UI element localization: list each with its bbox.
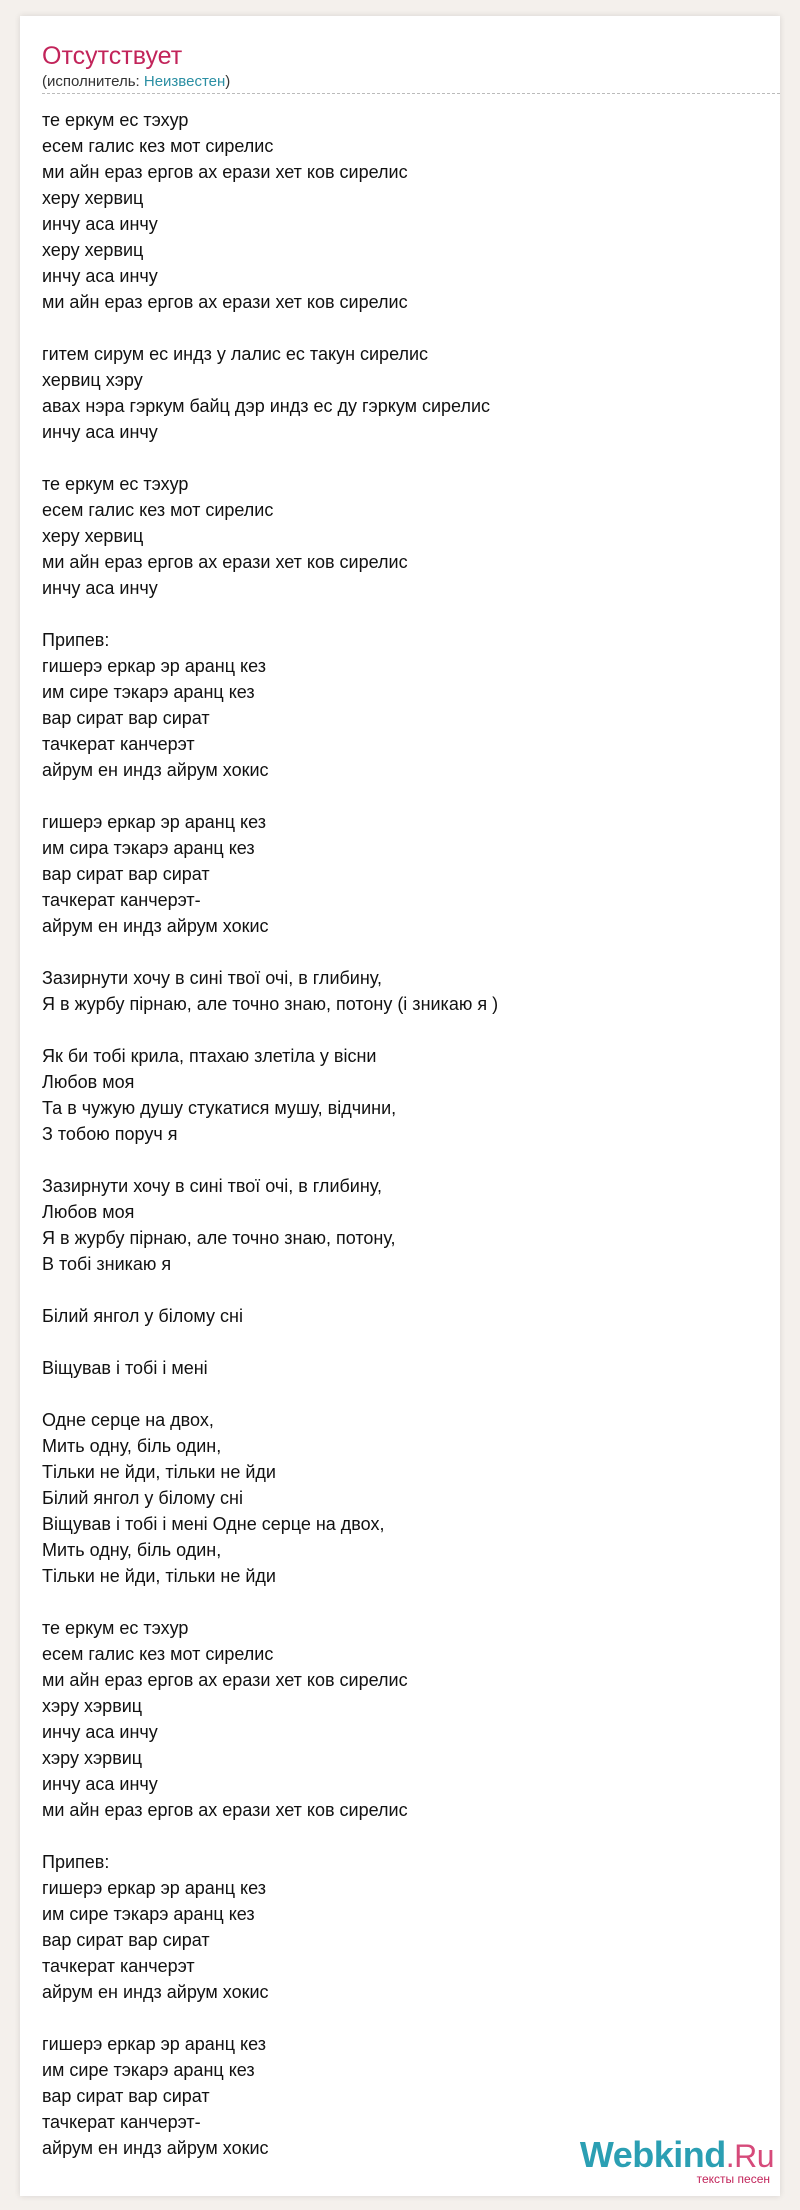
lyric-line: [42, 445, 772, 471]
lyric-line: инчу аса инчу: [42, 1722, 158, 1742]
lyric-line: Тільки не йди, тільки не йди: [42, 1462, 276, 1482]
lyric-line: айрум ен индз айрум хокис: [42, 1982, 269, 2002]
logo-tagline: тексты песен: [696, 2172, 770, 2186]
lyric-line: херу хервиц: [42, 188, 144, 208]
lyric-line: [42, 1277, 772, 1303]
lyrics-text: [42, 107, 772, 2161]
lyric-line: тачкерат канчерэт: [42, 1956, 195, 1976]
lyric-line: [42, 315, 772, 341]
lyric-line: Одне серце на двох,: [42, 1410, 214, 1430]
lyric-line: [42, 2005, 772, 2031]
lyric-line: Зазирнути хочу в сині твої очі, в глибину,: [42, 968, 382, 988]
lyric-line: З тобою поруч я: [42, 1124, 178, 1144]
lyric-line: тачкерат канчерэт-: [42, 2112, 201, 2132]
lyrics-page: [20, 16, 780, 2196]
lyric-line: те еркум ес тэхур: [42, 474, 189, 494]
lyric-line: хервиц хэру: [42, 370, 143, 390]
lyric-line: Мить одну, біль один,: [42, 1436, 222, 1456]
lyric-line: вар сират вар сират: [42, 1930, 210, 1950]
lyric-line: айрум ен индз айрум хокис: [42, 760, 269, 780]
lyric-line: вар сират вар сират: [42, 708, 210, 728]
lyric-line: гишерэ еркар эр аранц кез: [42, 1878, 267, 1898]
lyric-line: им сире тэкарэ аранц кез: [42, 682, 255, 702]
lyric-line: [42, 783, 772, 809]
lyric-line: ми айн ераз ергов ах ерази хет ков сирелис: [42, 162, 408, 182]
lyric-line: Любов моя: [42, 1072, 135, 1092]
lyric-line: авах нэра гэркум байц дэр индз ес ду гэркум сирелис: [42, 396, 491, 416]
lyric-line: Та в чужую душу стукатися мушу, відчини,: [42, 1098, 397, 1118]
lyric-line: те еркум ес тэхур: [42, 110, 189, 130]
artist-line: [42, 73, 230, 90]
lyric-line: [42, 1017, 772, 1043]
artist-link[interactable]: Неизвестен: [143, 73, 226, 90]
lyric-line: айрум ен индз айрум хокис: [42, 916, 269, 936]
lyric-line: Любов моя: [42, 1202, 135, 1222]
lyric-line: хэру хэрвиц: [42, 1748, 143, 1768]
lyric-line: есем галис кез мот сирелис: [42, 136, 274, 156]
lyric-line: Я в журбу пірнаю, але точно знаю, потону (і зникаю я ): [42, 994, 499, 1014]
lyric-line: [42, 601, 772, 627]
lyric-line: Тільки не йди, тільки не йди: [42, 1566, 276, 1586]
lyric-line: ми айн ераз ергов ах ерази хет ков сирелис: [42, 552, 408, 572]
lyric-line: Як би тобі крила, птахаю злетіла у вісни: [42, 1046, 377, 1066]
lyric-line: [42, 1147, 772, 1173]
artist-suffix: ): [225, 73, 231, 90]
lyric-line: [42, 1381, 772, 1407]
lyric-line: хэру хэрвиц: [42, 1696, 143, 1716]
lyric-line: гитем сирум ес индз у лалис ес такун сирелис: [42, 344, 429, 364]
lyric-line: гишерэ еркар эр аранц кез: [42, 656, 267, 676]
lyric-line: им сира тэкарэ аранц кез: [42, 838, 255, 858]
site-logo[interactable]: [579, 2134, 774, 2186]
lyric-line: [42, 1589, 772, 1615]
lyric-line: ми айн ераз ергов ах ерази хет ков сирелис: [42, 1670, 408, 1690]
artist-prefix: (исполнитель:: [42, 73, 144, 90]
lyric-line: инчу аса инчу: [42, 422, 158, 442]
lyric-line: есем галис кез мот сирелис: [42, 1644, 274, 1664]
lyric-line: айрум ен индз айрум хокис: [42, 2138, 269, 2158]
logo-tld: .Ru: [725, 2138, 774, 2174]
logo-wordmark: [580, 2134, 774, 2176]
lyric-line: инчу аса инчу: [42, 266, 158, 286]
lyric-line: Зазирнути хочу в сині твої очі, в глибину,: [42, 1176, 382, 1196]
lyric-line: [42, 1329, 772, 1355]
lyric-line: инчу аса инчу: [42, 1774, 158, 1794]
lyric-line: В тобі зникаю я: [42, 1254, 172, 1274]
song-title: Отсутствует: [42, 42, 183, 70]
lyric-line: им сире тэкарэ аранц кез: [42, 1904, 255, 1924]
lyric-line: те еркум ес тэхур: [42, 1618, 189, 1638]
logo-main: Webkind: [579, 2134, 726, 2175]
lyric-line: Білий янгол у білому сні: [42, 1488, 243, 1508]
lyric-line: тачкерат канчерэт-: [42, 890, 201, 910]
lyric-line: Я в журбу пірнаю, але точно знаю, потону,: [42, 1228, 396, 1248]
lyric-line: [42, 1823, 772, 1849]
lyric-line: Віщував і тобі і мені: [42, 1358, 208, 1378]
lyric-line: гишерэ еркар эр аранц кез: [42, 812, 267, 832]
lyric-line: ми айн ераз ергов ах ерази хет ков сирелис: [42, 1800, 408, 1820]
lyric-line: ми айн ераз ергов ах ерази хет ков сирелис: [42, 292, 408, 312]
lyric-line: гишерэ еркар эр аранц кез: [42, 2034, 267, 2054]
lyric-line: Припев:: [42, 1852, 110, 1872]
lyric-line: инчу аса инчу: [42, 578, 158, 598]
lyric-line: [42, 939, 772, 965]
lyric-line: вар сират вар сират: [42, 2086, 210, 2106]
lyric-line: херу хервиц: [42, 240, 144, 260]
lyric-line: есем галис кез мот сирелис: [42, 500, 274, 520]
lyric-line: Припев:: [42, 630, 110, 650]
lyric-line: тачкерат канчерэт: [42, 734, 195, 754]
header-divider: [42, 93, 780, 94]
lyric-line: Віщував і тобі і мені Одне серце на двох,: [42, 1514, 385, 1534]
lyric-line: Білий янгол у білому сні: [42, 1306, 243, 1326]
lyric-line: вар сират вар сират: [42, 864, 210, 884]
lyric-line: инчу аса инчу: [42, 214, 158, 234]
lyric-line: херу хервиц: [42, 526, 144, 546]
lyric-line: им сире тэкарэ аранц кез: [42, 2060, 255, 2080]
lyric-line: Мить одну, біль один,: [42, 1540, 222, 1560]
